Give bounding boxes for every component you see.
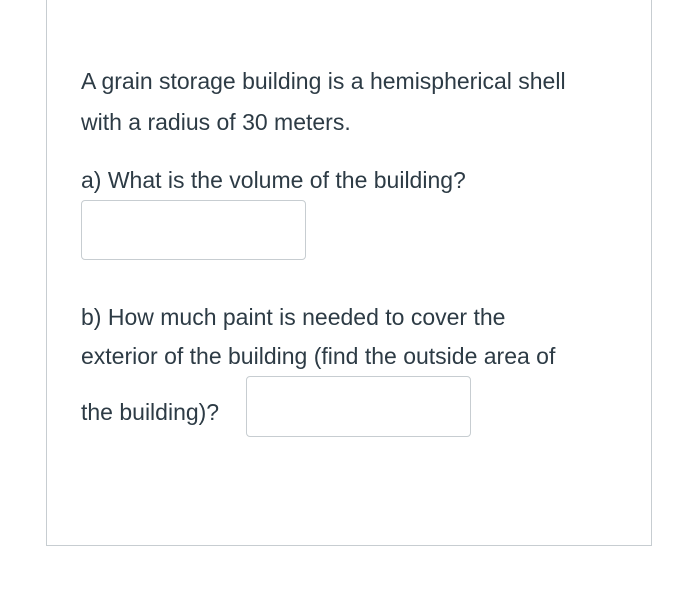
part-a-answer-input[interactable] — [81, 200, 306, 260]
part-b-prompt-line-1: b) How much paint is needed to cover the — [81, 304, 506, 330]
question-intro-line-2: with a radius of 30 meters. — [81, 109, 351, 135]
part-b-prompt-line-3: the building)? — [81, 399, 220, 425]
part-b-prompt-line-2: exterior of the building (find the outside area of — [81, 343, 556, 369]
part-b-answer-input[interactable] — [246, 376, 471, 437]
question-intro-line-1: A grain storage building is a hemispherical shell — [81, 68, 566, 94]
part-a-prompt: a) What is the volume of the building? — [81, 167, 466, 193]
question-card — [46, 0, 652, 546]
